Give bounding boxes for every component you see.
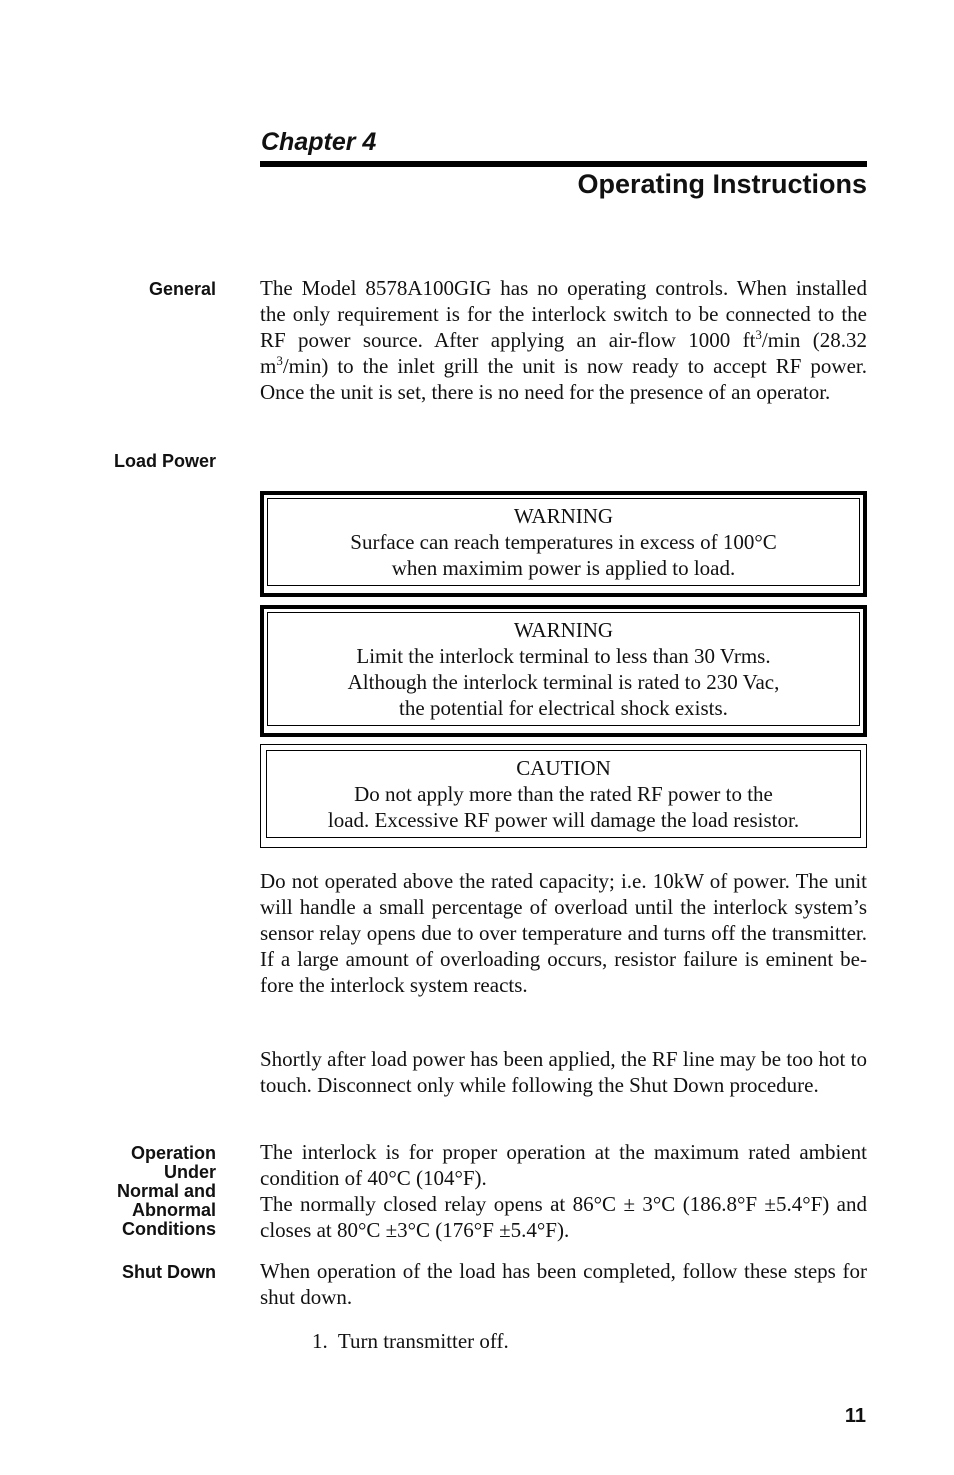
general-text-a: The Model 8578A100GIG has no operating controls. When installed the only requirement is for the interlock switch to be connected to the RF power source. After applying an air-flow 1000 ft (260, 276, 867, 352)
warning-line: Limit the interlock terminal to less than 30 Vrms. (356, 644, 771, 668)
caution-box (260, 744, 867, 848)
general-paragraph (260, 275, 867, 405)
page-number: 11 (844, 1405, 866, 1427)
superscript: 3 (276, 353, 283, 368)
section-label-shut-down: Shut Down (122, 1262, 216, 1282)
page-title: Operating Instructions (577, 169, 867, 199)
paragraph-text: The interlock is for proper operation at the maximum rated ambient condition of 40°C (104°F). (260, 1140, 867, 1190)
section-label-load-power: Load Power (113, 451, 216, 471)
operation-paragraphs (260, 1139, 867, 1243)
general-text-c: /min) to the inlet grill the unit is now ready to accept RF power. Once the unit is set, there is no need for the presence of an operator. (260, 354, 867, 404)
warning-line: Surface can reach temperatures in excess of 100°C (350, 530, 777, 554)
label-line: Abnormal (131, 1200, 216, 1220)
paragraph-text: The normally closed relay opens at 86°C ± 3°C (186.8°F ±5.4°F) and closes at 80°C ±3°C (176°F ±5.4°F). (260, 1192, 867, 1242)
warning-line: Although the interlock terminal is rated to 230 Vac, (347, 670, 780, 694)
paragraph-text: Shortly after load power has been applied, the RF line may be too hot to touch. Disconnect only while following the Shut Down procedure. (260, 1047, 867, 1097)
warning-line: the potential for electrical shock exists. (399, 696, 728, 720)
paragraph-text: When operation of the load has been completed, follow these steps for shut down. (260, 1259, 867, 1309)
load-power-paragraph-2 (260, 1046, 867, 1098)
warning-heading: WARNING (513, 504, 614, 528)
warning-box-interlock (260, 605, 867, 737)
caution-heading: CAUTION (516, 756, 611, 780)
label-line: Operation (130, 1143, 216, 1163)
section-label-general: General (148, 279, 216, 299)
load-power-paragraph-1 (260, 868, 867, 998)
chapter-label: Chapter 4 (261, 128, 377, 156)
paragraph-text: Do not operated above the rated capacity; i.e. 10kW of power. The unit will handle a small percentage of overload until the interlock system’s sensor relay opens due to over temperature and turns off the transmitter. If a large amount of overloading occurs, resistor failure is eminent be-fore the interlock system reacts. (260, 869, 867, 997)
caution-line: Do not apply more than the rated RF power to the (354, 782, 773, 806)
chapter-rule (260, 161, 867, 167)
superscript: 3 (755, 327, 762, 342)
label-line: Under (163, 1162, 216, 1182)
list-item: 1. Turn transmitter off. (312, 1329, 509, 1353)
section-label-operation (117, 1144, 216, 1239)
caution-line: load. Excessive RF power will damage the load resistor. (327, 808, 800, 832)
label-line: Normal and (116, 1181, 216, 1201)
label-line: Conditions (122, 1219, 216, 1239)
warning-heading: WARNING (513, 618, 614, 642)
shut-down-steps (312, 1328, 509, 1354)
shut-down-paragraph (260, 1258, 867, 1310)
general-text-b: /min (28.32 m (260, 328, 867, 378)
warning-line: when maximim power is applied to load. (391, 556, 736, 580)
warning-box-temperature (260, 491, 867, 597)
